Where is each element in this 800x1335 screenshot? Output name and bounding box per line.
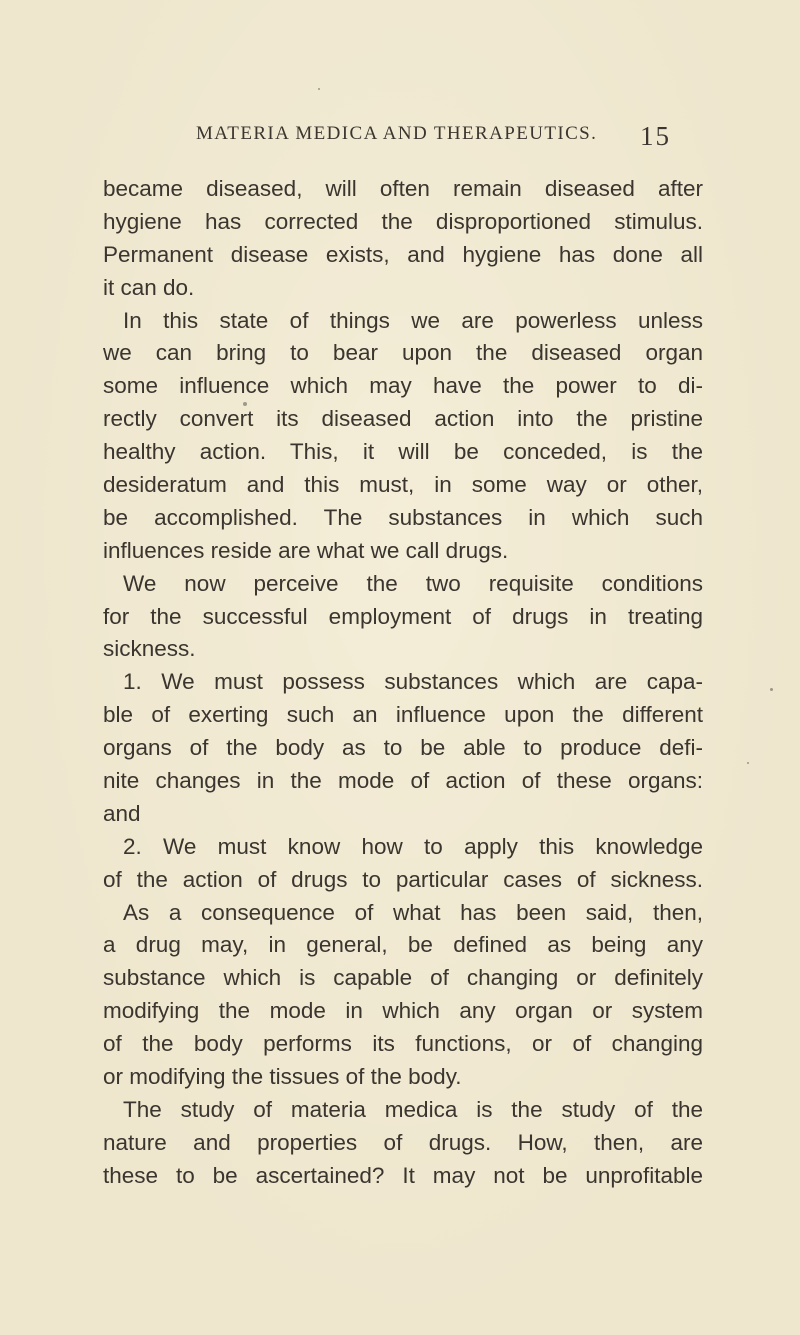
paragraph-first-line: In this state of things we are powerless unless [123, 307, 703, 333]
text-line: we can bring to bear upon the diseased organ [103, 340, 703, 366]
paragraph-first-line: As a consequence of what has been said, then, [123, 899, 703, 925]
text-line: influences reside are what we call drugs. [103, 537, 509, 563]
paragraph-first-line: 2. We must know how to apply this knowledge [123, 833, 703, 859]
text-line: for the successful employment of drugs in treating [103, 603, 703, 629]
text-line: it can do. [103, 274, 195, 300]
text-line: became diseased, will often remain diseased after [103, 176, 703, 201]
text-line: ble of exerting such an influence upon the different [103, 702, 703, 728]
text-line: of the action of drugs to particular cases of sickness. [103, 866, 703, 892]
running-title: MATERIA MEDICA AND THERAPEUTICS. [196, 123, 598, 144]
text-line: and [103, 800, 141, 826]
text-line: rectly convert its diseased action into the pristine [103, 406, 703, 432]
text-line: some influence which may have the power to di- [103, 373, 703, 399]
page-number: 15 [640, 121, 671, 151]
text-line: nature and properties of drugs. How, then, are [103, 1129, 703, 1155]
text-line: these to be ascertained? It may not be unprofitable [103, 1162, 703, 1188]
text-line: nite changes in the mode of action of these organs: [103, 768, 703, 794]
text-line: a drug may, in general, be defined as being any [103, 932, 703, 958]
running-head [0, 123, 800, 163]
text-line: healthy action. This, it will be conceded, is the [103, 439, 703, 465]
paragraph-first-line: 1. We must possess substances which are capa- [123, 669, 703, 695]
paper-speck [318, 88, 320, 90]
text-line: of the body performs its functions, or of changing [103, 1031, 703, 1057]
text-line: hygiene has corrected the disproportioned stimulus. [103, 208, 703, 234]
body-text [103, 173, 703, 1193]
text-line: or modifying the tissues of the body. [103, 1064, 462, 1090]
text-line: sickness. [103, 636, 196, 662]
paper-speck [770, 688, 773, 691]
text-line: substance which is capable of changing or definitely [103, 965, 703, 991]
text-line: organs of the body as to be able to produce defi- [103, 735, 703, 761]
paragraph-first-line: The study of materia medica is the study of the [123, 1096, 703, 1122]
text-line: be accomplished. The substances in which such [103, 504, 703, 530]
text-line: desideratum and this must, in some way or other, [103, 472, 703, 498]
paper-speck [747, 762, 749, 764]
text-line: Permanent disease exists, and hygiene has done all [103, 241, 703, 267]
text-line: modifying the mode in which any organ or system [103, 998, 703, 1024]
paper-speck [243, 402, 247, 406]
paragraph-first-line: We now perceive the two requisite conditions [123, 570, 703, 596]
